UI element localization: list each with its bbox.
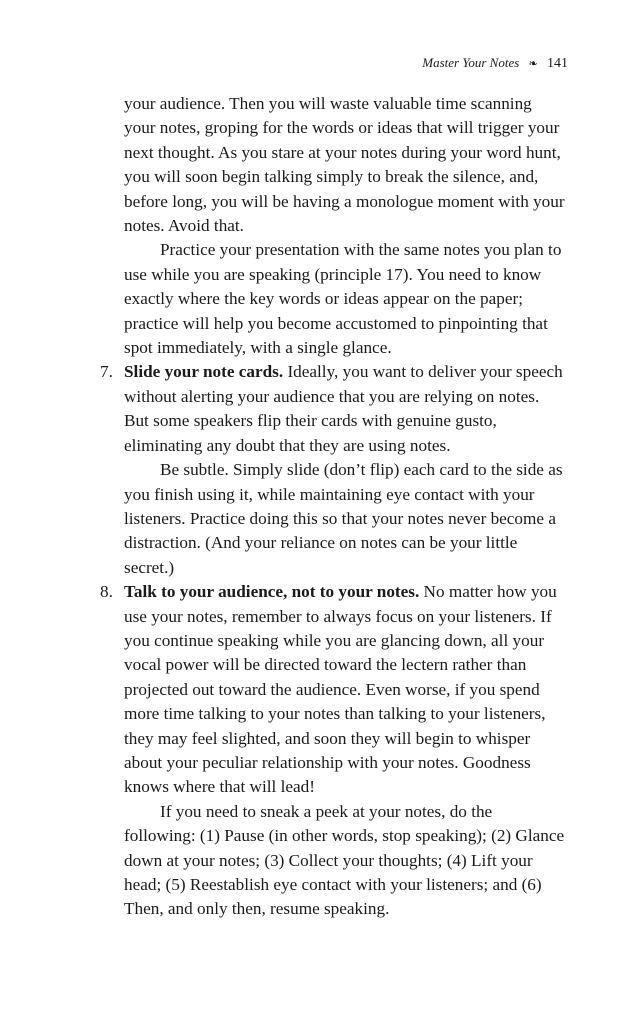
item-number: 7. bbox=[100, 362, 113, 382]
fleuron-icon: ❧ bbox=[528, 58, 538, 70]
page-number: 141 bbox=[547, 56, 568, 71]
item-text: Ideally, you want to deliver your speech without alerting your audience that you are relying on notes. But some speakers flip their cards with genuine gusto, eliminating any doubt that they are using notes. bbox=[124, 362, 563, 455]
item-heading: Talk to your audience, not to your notes. bbox=[124, 582, 420, 602]
running-header bbox=[0, 55, 568, 72]
paragraph-practice: Practice your presentation with the same notes you plan to use while you are speaking (principle 17). You need to know exactly where the key words or ideas appear on the paper; practice will help you become accustomed to pinpointing that spot immediately, with a single glance. bbox=[124, 240, 562, 358]
page-body bbox=[100, 92, 566, 922]
paragraph-continuation: your audience. Then you will waste valuable time scanning your notes, groping for the words or ideas that will trigger your next thought. As you stare at your notes during your word hunt, you will soon begin talking simply to break the silence, and, before long, you will be having a monologue moment with your notes. Avoid that. bbox=[124, 94, 565, 236]
item-text: No matter how you use your notes, remember to always focus on your listeners. If you continue speaking while you are glancing down, all your vocal power will be directed toward the lectern rather than projected out toward the audience. Even worse, if you spend more time talking to your notes than talking to your listeners, they may feel slighted, and soon they will begin to whisper about your peculiar relationship with your notes. Goodness knows where that will lead! bbox=[124, 582, 557, 797]
running-title: Master Your Notes bbox=[422, 55, 520, 70]
item-paragraph: Be subtle. Simply slide (don’t flip) each card to the side as you finish using it, while maintaining eye contact with your listeners. Practice doing this so that your notes never become a distraction. (And your reliance on notes can be your little secret.) bbox=[124, 460, 563, 577]
item-heading: Slide your note cards. bbox=[124, 362, 284, 382]
item-paragraph: If you need to sneak a peek at your notes, do the following: (1) Pause (in other words, stop speaking); (2) Glance down at your notes; (3) Collect your thoughts; (4) Lift your head; (5) Reestablish eye contact with your listeners; and (6) Then, and only then, resume speaking. bbox=[124, 801, 565, 919]
list-item-8 bbox=[100, 580, 566, 922]
item-number: 8. bbox=[100, 582, 113, 602]
list-item-7 bbox=[100, 360, 566, 580]
